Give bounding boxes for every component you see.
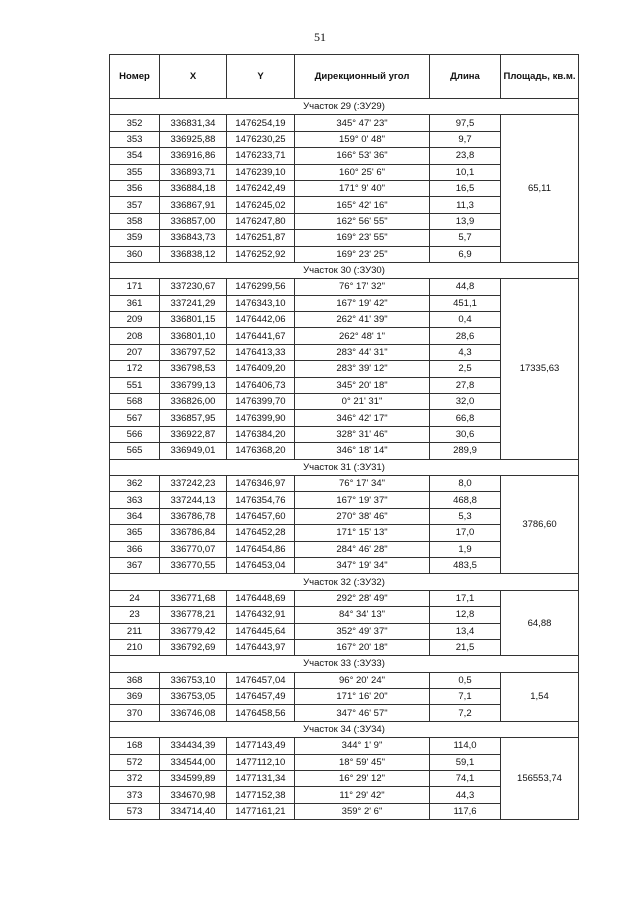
coord-y-cell: 1477161,21: [227, 803, 295, 819]
length-cell: 0,5: [430, 672, 501, 688]
length-cell: 17,0: [430, 525, 501, 541]
point-number-cell: 211: [110, 623, 160, 639]
bearing-cell: 162° 56' 55": [295, 213, 430, 229]
bearing-cell: 159° 0' 48": [295, 131, 430, 147]
length-cell: 289,9: [430, 443, 501, 459]
plot-title-row: [110, 459, 579, 475]
length-cell: 66,8: [430, 410, 501, 426]
coord-x-cell: 336801,15: [160, 312, 227, 328]
point-number-cell: 358: [110, 213, 160, 229]
point-number-cell: 207: [110, 344, 160, 360]
length-cell: 4,3: [430, 344, 501, 360]
point-number-cell: 567: [110, 410, 160, 426]
bearing-cell: 345° 47' 23": [295, 115, 430, 131]
bearing-cell: 0° 21' 31": [295, 394, 430, 410]
coord-y-cell: 1477152,38: [227, 787, 295, 803]
coord-y-cell: 1476413,33: [227, 344, 295, 360]
length-cell: 6,9: [430, 246, 501, 262]
bearing-cell: 347° 19' 34": [295, 557, 430, 573]
coordinates-table: [109, 54, 579, 820]
bearing-cell: 359° 2' 6": [295, 803, 430, 819]
plot-title-row: [110, 721, 579, 737]
header-number: Номер: [110, 55, 160, 99]
point-number-cell: 23: [110, 607, 160, 623]
point-number-cell: 172: [110, 361, 160, 377]
length-cell: 2,5: [430, 361, 501, 377]
coord-y-cell: 1476409,20: [227, 361, 295, 377]
bearing-cell: 171° 16' 20": [295, 689, 430, 705]
bearing-cell: 283° 44' 31": [295, 344, 430, 360]
bearing-cell: 347° 46' 57": [295, 705, 430, 721]
point-number-cell: 353: [110, 131, 160, 147]
coord-x-cell: 334599,89: [160, 771, 227, 787]
coord-x-cell: 336786,84: [160, 525, 227, 541]
length-cell: 1,9: [430, 541, 501, 557]
coord-y-cell: 1476239,10: [227, 164, 295, 180]
plot-title: Участок 34 (:ЗУ34): [110, 721, 579, 737]
bearing-cell: 345° 20' 18": [295, 377, 430, 393]
bearing-cell: 283° 39' 12": [295, 361, 430, 377]
bearing-cell: 292° 28' 49": [295, 590, 430, 606]
length-cell: 7,1: [430, 689, 501, 705]
table-body: [110, 99, 579, 820]
length-cell: 97,5: [430, 115, 501, 131]
length-cell: 32,0: [430, 394, 501, 410]
point-number-cell: 208: [110, 328, 160, 344]
bearing-cell: 352° 49' 37": [295, 623, 430, 639]
point-number-cell: 369: [110, 689, 160, 705]
coord-x-cell: 336922,87: [160, 426, 227, 442]
table-row: [110, 590, 579, 606]
point-number-cell: 364: [110, 508, 160, 524]
coord-y-cell: 1476254,19: [227, 115, 295, 131]
area-cell: 64,88: [501, 590, 579, 656]
point-number-cell: 565: [110, 443, 160, 459]
point-number-cell: 209: [110, 312, 160, 328]
bearing-cell: 96° 20' 24": [295, 672, 430, 688]
header-y: Y: [227, 55, 295, 99]
length-cell: 5,3: [430, 508, 501, 524]
point-number-cell: 361: [110, 295, 160, 311]
plot-title-row: [110, 574, 579, 590]
plot-title: Участок 31 (:ЗУ31): [110, 459, 579, 475]
bearing-cell: 169° 23' 55": [295, 230, 430, 246]
plot-title: Участок 30 (:ЗУ30): [110, 262, 579, 278]
point-number-cell: 572: [110, 754, 160, 770]
coord-y-cell: 1476251,87: [227, 230, 295, 246]
coord-y-cell: 1477143,49: [227, 738, 295, 754]
header-row: [110, 55, 579, 99]
bearing-cell: 160° 25' 6": [295, 164, 430, 180]
coord-x-cell: 336786,78: [160, 508, 227, 524]
coord-y-cell: 1476441,67: [227, 328, 295, 344]
length-cell: 8,0: [430, 475, 501, 491]
coord-y-cell: 1476354,76: [227, 492, 295, 508]
header-x: X: [160, 55, 227, 99]
length-cell: 114,0: [430, 738, 501, 754]
coord-y-cell: 1476247,80: [227, 213, 295, 229]
coord-x-cell: 336778,21: [160, 607, 227, 623]
length-cell: 117,6: [430, 803, 501, 819]
bearing-cell: 270° 38' 46": [295, 508, 430, 524]
plot-title: Участок 33 (:ЗУ33): [110, 656, 579, 672]
coord-y-cell: 1476453,04: [227, 557, 295, 573]
coord-x-cell: 336916,86: [160, 148, 227, 164]
coord-y-cell: 1476230,25: [227, 131, 295, 147]
coord-y-cell: 1476454,86: [227, 541, 295, 557]
coord-x-cell: 337244,13: [160, 492, 227, 508]
length-cell: 44,3: [430, 787, 501, 803]
bearing-cell: 328° 31' 46": [295, 426, 430, 442]
coord-x-cell: 336857,95: [160, 410, 227, 426]
coord-y-cell: 1476252,92: [227, 246, 295, 262]
coord-x-cell: 336831,34: [160, 115, 227, 131]
length-cell: 59,1: [430, 754, 501, 770]
area-cell: 17335,63: [501, 279, 579, 459]
header-length: Длина: [430, 55, 501, 99]
coord-x-cell: 336770,07: [160, 541, 227, 557]
length-cell: 0,4: [430, 312, 501, 328]
coord-x-cell: 336753,10: [160, 672, 227, 688]
length-cell: 10,1: [430, 164, 501, 180]
length-cell: 23,8: [430, 148, 501, 164]
bearing-cell: 344° 1' 9": [295, 738, 430, 754]
length-cell: 17,1: [430, 590, 501, 606]
length-cell: 30,6: [430, 426, 501, 442]
point-number-cell: 360: [110, 246, 160, 262]
bearing-cell: 165° 42' 16": [295, 197, 430, 213]
point-number-cell: 551: [110, 377, 160, 393]
point-number-cell: 573: [110, 803, 160, 819]
point-number-cell: 168: [110, 738, 160, 754]
point-number-cell: 566: [110, 426, 160, 442]
coord-x-cell: 336949,01: [160, 443, 227, 459]
coord-y-cell: 1476242,49: [227, 180, 295, 196]
coord-x-cell: 336893,71: [160, 164, 227, 180]
table-row: [110, 672, 579, 688]
area-cell: 1,54: [501, 672, 579, 721]
length-cell: 451,1: [430, 295, 501, 311]
coord-x-cell: 336843,73: [160, 230, 227, 246]
plot-title-row: [110, 262, 579, 278]
plot-title: Участок 32 (:ЗУ32): [110, 574, 579, 590]
coord-x-cell: 337230,67: [160, 279, 227, 295]
coord-y-cell: 1476299,56: [227, 279, 295, 295]
coord-x-cell: 337241,29: [160, 295, 227, 311]
table-row: [110, 115, 579, 131]
coord-y-cell: 1476457,60: [227, 508, 295, 524]
point-number-cell: 354: [110, 148, 160, 164]
point-number-cell: 368: [110, 672, 160, 688]
page-number: 51: [314, 30, 326, 44]
coord-x-cell: 336771,68: [160, 590, 227, 606]
point-number-cell: 356: [110, 180, 160, 196]
point-number-cell: 366: [110, 541, 160, 557]
bearing-cell: 346° 18' 14": [295, 443, 430, 459]
bearing-cell: 262° 41' 39": [295, 312, 430, 328]
bearing-cell: 171° 15' 13": [295, 525, 430, 541]
bearing-cell: 169° 23' 25": [295, 246, 430, 262]
point-number-cell: 352: [110, 115, 160, 131]
coord-x-cell: 336857,00: [160, 213, 227, 229]
coord-y-cell: 1476458,56: [227, 705, 295, 721]
bearing-cell: 166° 53' 36": [295, 148, 430, 164]
point-number-cell: 362: [110, 475, 160, 491]
coord-x-cell: 334670,98: [160, 787, 227, 803]
bearing-cell: 16° 29' 12": [295, 771, 430, 787]
plot-title-row: [110, 656, 579, 672]
coord-x-cell: 336746,08: [160, 705, 227, 721]
point-number-cell: 363: [110, 492, 160, 508]
bearing-cell: 167° 19' 42": [295, 295, 430, 311]
coord-x-cell: 334544,00: [160, 754, 227, 770]
coord-y-cell: 1476384,20: [227, 426, 295, 442]
coord-y-cell: 1476452,28: [227, 525, 295, 541]
bearing-cell: 284° 46' 28": [295, 541, 430, 557]
length-cell: 21,5: [430, 639, 501, 655]
length-cell: 28,6: [430, 328, 501, 344]
coord-x-cell: 336838,12: [160, 246, 227, 262]
coord-x-cell: 336925,88: [160, 131, 227, 147]
bearing-cell: 346° 42' 17": [295, 410, 430, 426]
point-number-cell: 357: [110, 197, 160, 213]
point-number-cell: 568: [110, 394, 160, 410]
table-row: [110, 738, 579, 754]
length-cell: 9,7: [430, 131, 501, 147]
coord-y-cell: 1476457,04: [227, 672, 295, 688]
bearing-cell: 18° 59' 45": [295, 754, 430, 770]
coord-x-cell: 336753,05: [160, 689, 227, 705]
coord-x-cell: 334714,40: [160, 803, 227, 819]
length-cell: 16,5: [430, 180, 501, 196]
point-number-cell: 372: [110, 771, 160, 787]
coord-x-cell: 337242,23: [160, 475, 227, 491]
point-number-cell: 373: [110, 787, 160, 803]
coord-y-cell: 1476233,71: [227, 148, 295, 164]
coord-x-cell: 336799,13: [160, 377, 227, 393]
length-cell: 44,8: [430, 279, 501, 295]
coord-y-cell: 1476406,73: [227, 377, 295, 393]
coord-y-cell: 1476448,69: [227, 590, 295, 606]
point-number-cell: 367: [110, 557, 160, 573]
coord-x-cell: 336801,10: [160, 328, 227, 344]
bearing-cell: 262° 48' 1": [295, 328, 430, 344]
length-cell: 7,2: [430, 705, 501, 721]
plot-title: Участок 29 (:ЗУ29): [110, 99, 579, 115]
coord-y-cell: 1476399,70: [227, 394, 295, 410]
length-cell: 5,7: [430, 230, 501, 246]
length-cell: 483,5: [430, 557, 501, 573]
area-cell: 156553,74: [501, 738, 579, 820]
length-cell: 11,3: [430, 197, 501, 213]
coord-y-cell: 1477131,34: [227, 771, 295, 787]
coord-x-cell: 336770,55: [160, 557, 227, 573]
point-number-cell: 370: [110, 705, 160, 721]
bearing-cell: 167° 19' 37": [295, 492, 430, 508]
table-row: [110, 279, 579, 295]
bearing-cell: 11° 29' 42": [295, 787, 430, 803]
table-row: [110, 475, 579, 491]
length-cell: 13,4: [430, 623, 501, 639]
point-number-cell: 210: [110, 639, 160, 655]
point-number-cell: 24: [110, 590, 160, 606]
coord-x-cell: 334434,39: [160, 738, 227, 754]
coord-y-cell: 1476445,64: [227, 623, 295, 639]
length-cell: 468,8: [430, 492, 501, 508]
coord-x-cell: 336867,91: [160, 197, 227, 213]
coord-y-cell: 1476343,10: [227, 295, 295, 311]
coord-y-cell: 1477112,10: [227, 754, 295, 770]
coord-x-cell: 336884,18: [160, 180, 227, 196]
bearing-cell: 84° 34' 13": [295, 607, 430, 623]
header-area: Площадь, кв.м.: [501, 55, 579, 99]
coord-x-cell: 336779,42: [160, 623, 227, 639]
area-cell: 65,11: [501, 115, 579, 263]
coord-y-cell: 1476346,97: [227, 475, 295, 491]
coord-x-cell: 336792,69: [160, 639, 227, 655]
coord-y-cell: 1476457,49: [227, 689, 295, 705]
coord-y-cell: 1476399,90: [227, 410, 295, 426]
coord-y-cell: 1476432,91: [227, 607, 295, 623]
coord-y-cell: 1476245,02: [227, 197, 295, 213]
coord-x-cell: 336797,52: [160, 344, 227, 360]
area-cell: 3786,60: [501, 475, 579, 573]
bearing-cell: 76° 17' 32": [295, 279, 430, 295]
length-cell: 12,8: [430, 607, 501, 623]
point-number-cell: 355: [110, 164, 160, 180]
header-bearing: Дирекционный угол: [295, 55, 430, 99]
bearing-cell: 76° 17' 34": [295, 475, 430, 491]
bearing-cell: 171° 9' 40": [295, 180, 430, 196]
length-cell: 13,9: [430, 213, 501, 229]
coord-y-cell: 1476442,06: [227, 312, 295, 328]
coord-x-cell: 336798,53: [160, 361, 227, 377]
length-cell: 74,1: [430, 771, 501, 787]
plot-title-row: [110, 99, 579, 115]
coord-y-cell: 1476443,97: [227, 639, 295, 655]
coord-x-cell: 336826,00: [160, 394, 227, 410]
point-number-cell: 365: [110, 525, 160, 541]
length-cell: 27,8: [430, 377, 501, 393]
point-number-cell: 171: [110, 279, 160, 295]
point-number-cell: 359: [110, 230, 160, 246]
coord-y-cell: 1476368,20: [227, 443, 295, 459]
bearing-cell: 167° 20' 18": [295, 639, 430, 655]
